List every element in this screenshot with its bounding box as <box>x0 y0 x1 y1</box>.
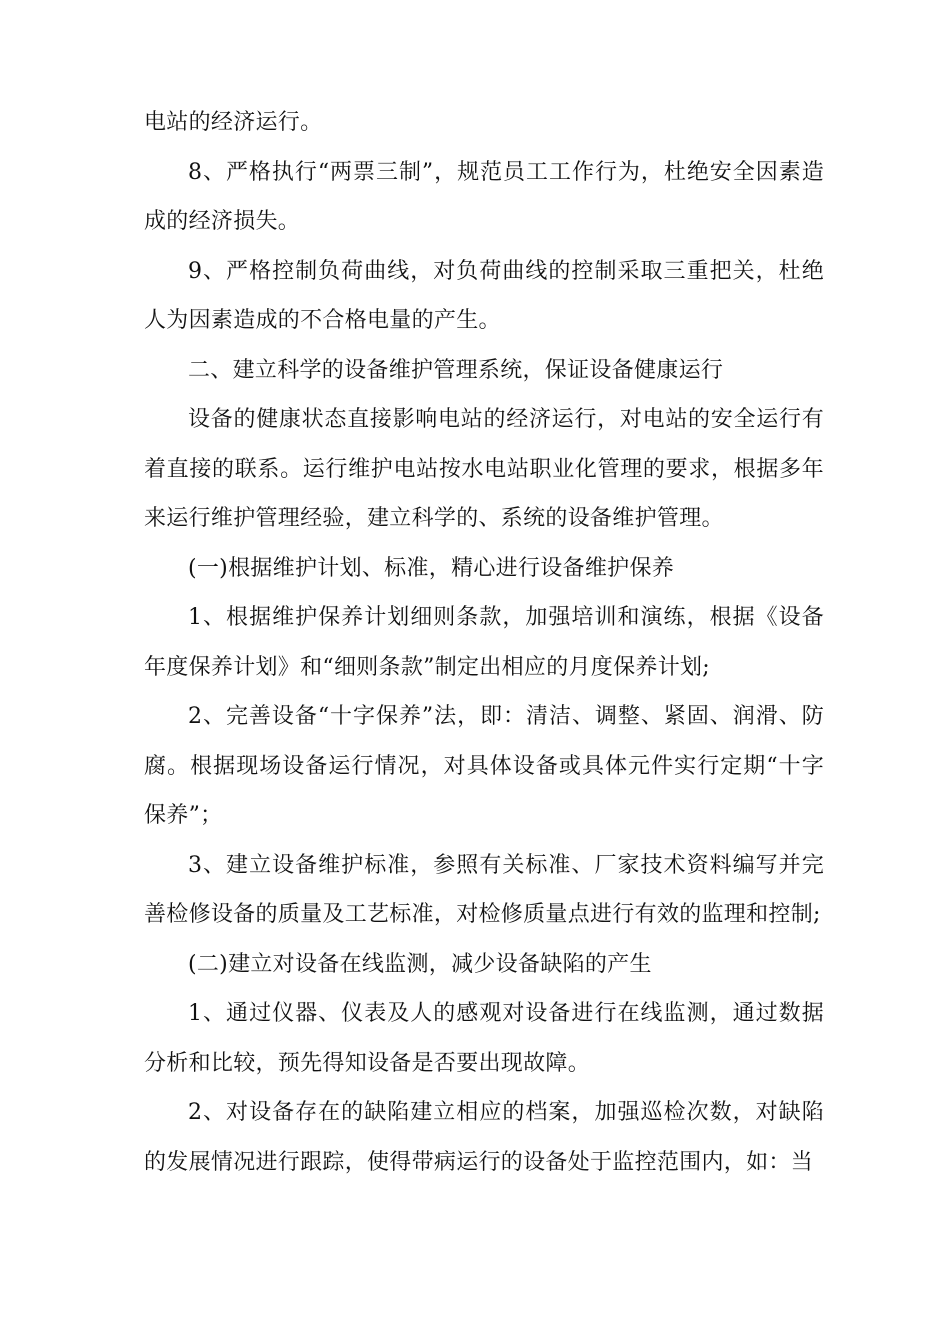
paragraph-section-intro: 设备的健康状态直接影响电站的经济运行，对电站的安全运行有着直接的联系。运行维护电站按水电站职业化管理的要求，根据多年来运行维护管理经验，建立科学的、系统的设备维护管理。 <box>144 407 824 531</box>
section-heading-2: 二、建立科学的设备维护管理系统，保证设备健康运行 <box>188 357 724 383</box>
paragraph-sub1-item-1: 1、根据维护保养计划细则条款，加强培训和演练，根据《设备年度保养计划》和“细则条款”制定出相应的月度保养计划; <box>144 605 824 680</box>
paragraph-item-9: 9、严格控制负荷曲线，对负荷曲线的控制采取三重把关，杜绝人为因素造成的不合格电量的产生。 <box>144 258 824 333</box>
paragraph-sub1-item-3: 3、建立设备维护标准，参照有关标准、厂家技术资料编写并完善检修设备的质量及工艺标准，对检修质量点进行有效的监理和控制; <box>144 852 824 927</box>
paragraph-item-8: 8、严格执行“两票三制”，规范员工工作行为，杜绝安全因素造成的经济损失。 <box>144 159 824 234</box>
subsection-heading-2: (二)建立对设备在线监测，减少设备缺陷的产生 <box>188 951 652 977</box>
paragraph-sub2-item-1: 1、通过仪器、仪表及人的感观对设备进行在线监测，通过数据分析和比较，预先得知设备是否要出现故障。 <box>144 1001 824 1076</box>
document-body <box>144 98 824 1187</box>
paragraph-sub2-item-2: 2、对设备存在的缺陷建立相应的档案，加强巡检次数，对缺陷的发展情况进行跟踪，使得带病运行的设备处于监控范围内，如：当 <box>144 1100 824 1175</box>
paragraph-sub1-item-2: 2、完善设备“十字保养”法，即：清洁、调整、紧固、润滑、防腐。根据现场设备运行情况，对具体设备或具体元件实行定期“十字保养”； <box>144 704 824 828</box>
subsection-heading-1: (一)根据维护计划、标准，精心进行设备维护保养 <box>188 555 675 581</box>
paragraph-continuation: 电站的经济运行。 <box>144 110 323 135</box>
